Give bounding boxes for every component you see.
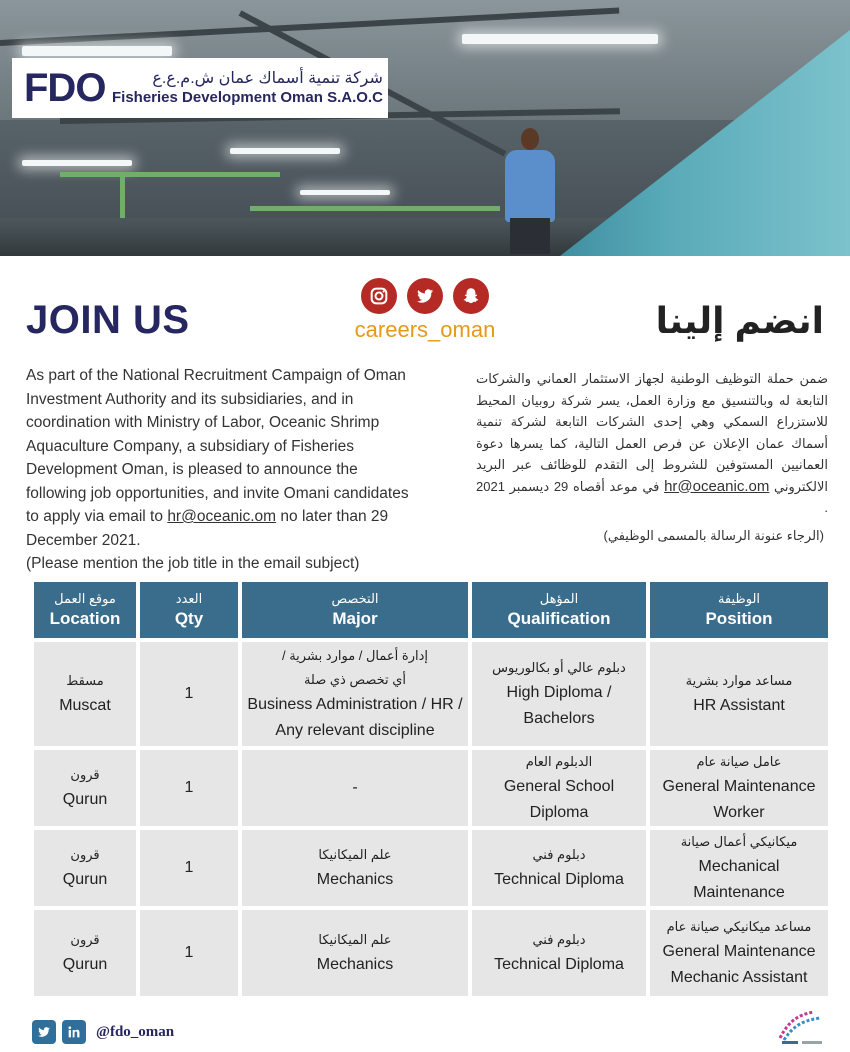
cell-location: قرون Qurun — [34, 750, 136, 826]
header-qualification: المؤهل Qualification — [472, 582, 646, 638]
intro-arabic — [476, 368, 828, 519]
cell-qualification: دبلوم فني Technical Diploma — [472, 830, 646, 906]
logo-english-name: Fisheries Development Oman S.A.O.C — [112, 89, 383, 106]
person — [505, 150, 555, 222]
cell-position: ميكانيكي أعمال صيانة Mechanical Maintenance — [650, 830, 828, 906]
ceiling-light — [22, 160, 132, 166]
hero-photo — [0, 0, 850, 256]
email-link-arabic[interactable]: hr@oceanic.om — [664, 477, 770, 495]
ceiling-light — [230, 148, 340, 154]
table-row — [34, 910, 828, 996]
cell-major: إدارة أعمال / موارد بشرية / أي تخصص ذي صلة Business Administration / HR / Any relevant discipline — [242, 642, 468, 746]
header-major: التخصص Major — [242, 582, 468, 638]
cell-major: علم الميكانيكا Mechanics — [242, 910, 468, 996]
logo-abbr: FDO — [24, 65, 106, 110]
table-row — [34, 830, 828, 906]
campaign-logo — [770, 1008, 830, 1048]
table-header-row — [34, 582, 828, 638]
intro-arabic-deadline: في موعد أقصاه 29 ديسمبر 2021 . — [476, 478, 828, 515]
person — [521, 128, 539, 150]
snapchat-icon[interactable] — [453, 278, 489, 314]
email-link[interactable]: hr@oceanic.om — [167, 508, 277, 525]
cell-position: مساعد ميكانيكي صيانة عام General Maintenance Mechanic Assistant — [650, 910, 828, 996]
linkedin-icon[interactable] — [62, 1020, 86, 1044]
cell-qualification: الدبلوم العام General School Diploma — [472, 750, 646, 826]
cell-qualification: دبلوم عالي أو بكالوريوس High Diploma / Bachelors — [472, 642, 646, 746]
footer-handle: @fdo_oman — [96, 1023, 175, 1040]
intro-english-text: As part of the National Recruitment Campaign of Oman Investment Authority and its subsidiaries, and in coordination with Ministry of Labor, Oceanic Shrimp Aquaculture Company, a subsidiary of Fisheries Development Oman, is pleased to announce the following job opportunities, and invite Omani candidates to apply via email to — [26, 367, 409, 525]
careers-social-box — [350, 276, 500, 348]
cell-position: مساعد موارد بشرية HR Assistant — [650, 642, 828, 746]
ceiling-light — [300, 190, 390, 195]
join-us-heading-arabic: انضم إلينا — [655, 300, 824, 341]
twitter-icon[interactable] — [407, 278, 443, 314]
careers-handle: careers_oman — [354, 317, 496, 342]
twitter-icon[interactable] — [32, 1020, 56, 1044]
cell-major: علم الميكانيكا Mechanics — [242, 830, 468, 906]
ceiling-light — [462, 34, 658, 44]
cell-location: مسقط Muscat — [34, 642, 136, 746]
header-qty: العدد Qty — [140, 582, 238, 638]
intro-english-deadline: no later than 29 December 2021. — [26, 508, 389, 549]
email-subject-note: (Please mention the job title in the email subject) — [26, 555, 360, 572]
logo-arabic-name: شركة تنمية أسماك عمان ش.م.ع.ع — [152, 70, 383, 87]
cell-major: - — [242, 750, 468, 826]
cell-qty: 1 — [140, 830, 238, 906]
instagram-icon[interactable] — [361, 278, 397, 314]
table-row — [34, 750, 828, 826]
cell-location: قرون Qurun — [34, 830, 136, 906]
cell-position: عامل صيانة عام General Maintenance Worker — [650, 750, 828, 826]
email-subject-note-arabic: (الرجاء عنونة الرسالة بالمسمى الوظيفي) — [603, 528, 824, 543]
cell-location: قرون Qurun — [34, 910, 136, 996]
company-logo — [12, 58, 388, 118]
header-location: موقع العمل Location — [34, 582, 136, 638]
cell-qty: 1 — [140, 910, 238, 996]
ceiling-light — [22, 46, 172, 56]
intro-english — [26, 364, 414, 576]
cell-qualification: دبلوم فني Technical Diploma — [472, 910, 646, 996]
green-pipe — [250, 206, 500, 211]
person — [510, 218, 550, 254]
join-us-heading: JOIN US — [26, 298, 190, 342]
footer-social — [32, 1020, 174, 1044]
jobs-table — [30, 578, 832, 1000]
cell-qty: 1 — [140, 750, 238, 826]
header-position: الوظيفة Position — [650, 582, 828, 638]
intro-arabic-text: ضمن حملة التوظيف الوطنية لجهاز الاستثمار العماني والشركات التابعة له وبالتنسيق مع وزارة العمل، يسر شركة روبيان المحيط للاستزراع السمكي وهي إحدى الشركات التابعة لشركة تنمية أسماك عمان الإعلان عن فرص العمل التالية، كما يسرها دعوة العمانيين المستوفين للشروط إلى التقدم للوظائف عبر البريد الالكتروني — [476, 371, 828, 494]
green-pipe — [60, 172, 280, 177]
table-row — [34, 642, 828, 746]
cell-qty: 1 — [140, 642, 238, 746]
